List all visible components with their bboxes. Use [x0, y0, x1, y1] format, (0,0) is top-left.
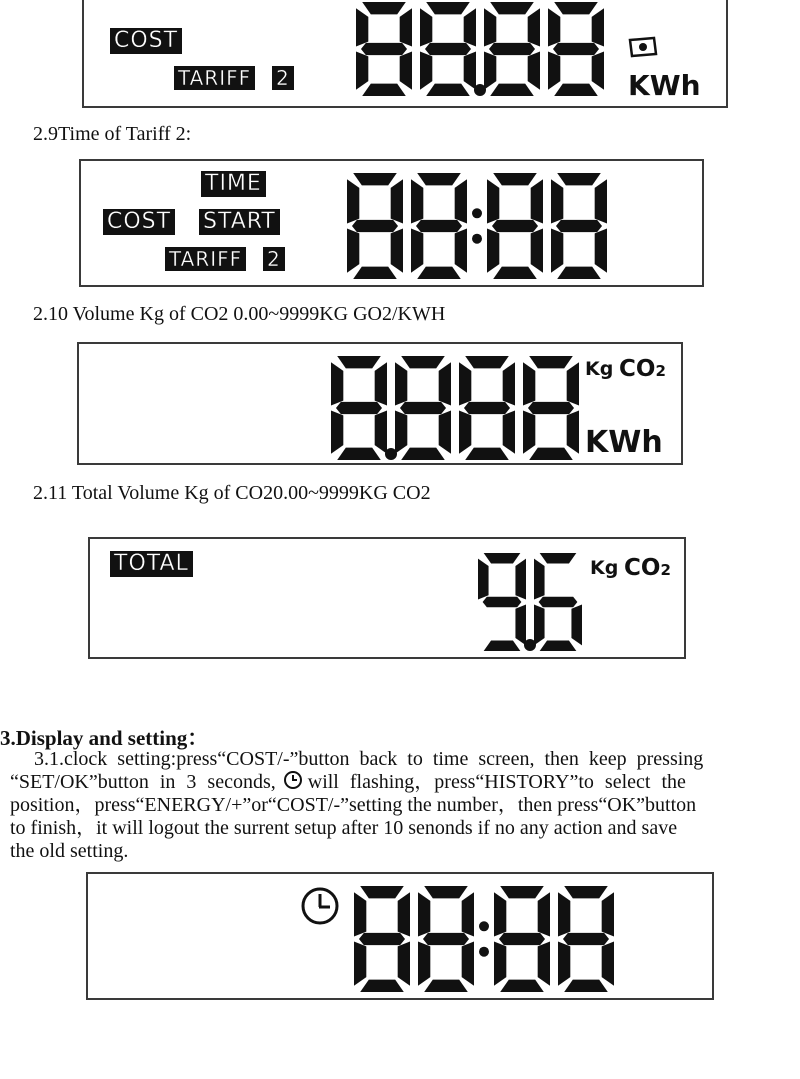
tariff-tag: TARIFF	[174, 66, 255, 90]
segment-d	[465, 448, 509, 460]
section-title: 3.Display and setting：	[0, 726, 209, 750]
kg-unit	[590, 559, 618, 578]
segment-b	[462, 892, 474, 936]
lcd-panel-co2-per-kwh	[77, 342, 683, 465]
segment-a	[353, 173, 397, 185]
tariff-tag: TARIFF	[165, 247, 246, 271]
paragraph-line: 3.1.clock setting:press“COST/-”button back to time screen, then keep pressing	[34, 748, 704, 770]
segment-b	[503, 362, 515, 405]
segment-g	[416, 220, 462, 232]
co-label: CO	[619, 356, 656, 382]
segment-d	[490, 84, 534, 96]
segment-f	[523, 362, 535, 405]
cost-tag: COST	[103, 209, 175, 235]
segment-b	[538, 892, 550, 936]
segment-d	[540, 640, 577, 651]
segment-c	[391, 229, 403, 273]
segment-a	[493, 173, 537, 185]
segment-c	[503, 411, 515, 454]
segment-d	[424, 980, 468, 992]
cost-tag: COST	[110, 28, 182, 54]
segment-e	[418, 942, 430, 986]
segment-e	[534, 605, 545, 646]
segment-d	[360, 980, 404, 992]
clock-icon	[300, 886, 340, 926]
segment-a	[540, 553, 577, 564]
paragraph-line: the old setting.	[10, 840, 129, 862]
segment-f	[331, 362, 343, 405]
kg-label: Kg	[585, 358, 614, 380]
segment-a	[401, 356, 445, 368]
segment-c	[595, 229, 607, 273]
segment-c	[531, 229, 543, 273]
segment-a	[360, 886, 404, 898]
caption-2-9: 2.9Time of Tariff 2:	[33, 123, 192, 145]
segment-d	[484, 640, 521, 651]
segment-g	[352, 220, 398, 232]
tariff-number-tag: 2	[263, 247, 285, 271]
segment-a	[417, 173, 461, 185]
segment-e	[331, 411, 343, 454]
segment-c	[464, 52, 476, 90]
segment-e	[523, 411, 535, 454]
segment-d	[529, 448, 573, 460]
lcd-panel-clock	[86, 872, 714, 1000]
segment-b	[528, 8, 540, 46]
segment-c	[538, 942, 550, 986]
segment-f	[411, 179, 423, 223]
colon-dot	[479, 921, 489, 931]
segment-b	[531, 179, 543, 223]
segment-g	[359, 933, 405, 945]
segment-a	[426, 2, 470, 14]
money-note-icon	[628, 36, 658, 58]
segment-c	[398, 942, 410, 986]
colon-dot	[479, 947, 489, 957]
segment-f	[354, 892, 366, 936]
tariff-number-tag: 2	[272, 66, 294, 90]
segment-f	[347, 179, 359, 223]
segment-e	[395, 411, 407, 454]
segment-d	[362, 84, 406, 96]
segment-d	[426, 84, 470, 96]
segment-b	[375, 362, 387, 405]
segment-a	[564, 886, 608, 898]
segment-f	[494, 892, 506, 936]
segment-e	[347, 229, 359, 273]
segment-display	[478, 553, 598, 659]
kg-label: Kg	[590, 557, 619, 579]
kwh-unit: KWh	[628, 69, 701, 102]
segment-g	[556, 220, 602, 232]
segment-e	[551, 229, 563, 273]
segment-g	[539, 597, 578, 608]
segment-d	[337, 448, 381, 460]
segment-c	[400, 52, 412, 90]
segment-b	[398, 892, 410, 936]
segment-a	[465, 356, 509, 368]
segment-e	[548, 52, 560, 90]
segment-d	[500, 980, 544, 992]
kwh-unit: KWh	[585, 425, 663, 460]
segment-g	[464, 402, 510, 414]
segment-f	[356, 8, 368, 46]
segment-f	[395, 362, 407, 405]
segment-b	[400, 8, 412, 46]
segment-c	[462, 942, 474, 986]
segment-e	[487, 229, 499, 273]
paragraph-line	[10, 771, 796, 794]
paragraph-line: to finish，it will logout the surrent setup after 10 senonds if no any action and save	[10, 817, 678, 839]
segment-g	[361, 43, 407, 55]
segment-g	[553, 43, 599, 55]
segment-d	[353, 267, 397, 279]
segment-c	[528, 52, 540, 90]
segment-b	[595, 179, 607, 223]
segment-f	[487, 179, 499, 223]
segment-g	[528, 402, 574, 414]
segment-f	[418, 892, 430, 936]
segment-d	[557, 267, 601, 279]
segment-g	[483, 597, 522, 608]
segment-c	[602, 942, 614, 986]
segment-g	[489, 43, 535, 55]
segment-b	[464, 8, 476, 46]
segment-b	[391, 179, 403, 223]
segment-a	[490, 2, 534, 14]
caption-2-11: 2.11 Total Volume Kg of CO20.00~9999KG CO2	[33, 482, 431, 504]
lcd-panel-tariff-time	[79, 159, 704, 287]
segment-f	[420, 8, 432, 46]
segment-a	[554, 2, 598, 14]
segment-e	[411, 229, 423, 273]
segment-g	[563, 933, 609, 945]
segment-c	[515, 605, 526, 646]
co2-unit	[619, 358, 666, 381]
segment-g	[423, 933, 469, 945]
paragraph-text: “SET/OK”button in 3 seconds,	[10, 771, 276, 793]
segment-c	[455, 229, 467, 273]
segment-d	[493, 267, 537, 279]
lcd-panel-cost-tariff	[82, 0, 728, 108]
segment-e	[494, 942, 506, 986]
kg-unit	[585, 360, 613, 379]
segment-g	[400, 402, 446, 414]
total-tag: TOTAL	[110, 551, 193, 577]
segment-d	[564, 980, 608, 992]
segment-b	[602, 892, 614, 936]
segment-b	[567, 362, 579, 405]
segment-e	[484, 52, 496, 90]
segment-b	[592, 8, 604, 46]
colon-dot	[472, 208, 482, 218]
segment-d	[417, 267, 461, 279]
segment-g	[425, 43, 471, 55]
segment-d	[401, 448, 445, 460]
caption-2-10: 2.10 Volume Kg of CO2 0.00~9999KG GO2/KWH	[33, 303, 446, 325]
segment-c	[571, 605, 582, 646]
segment-display	[331, 356, 591, 468]
segment-display	[354, 886, 634, 998]
segment-c	[439, 411, 451, 454]
segment-a	[500, 886, 544, 898]
paragraph-line: position，press“ENERGY/+”or“COST/-”setting the number，then press“OK”button	[10, 794, 697, 816]
segment-a	[484, 553, 521, 564]
co2-subscript: 2	[660, 561, 671, 579]
paragraph-text: will flashing，press“HISTORY”to select the	[307, 771, 686, 793]
time-tag: TIME	[201, 171, 266, 197]
segment-e	[420, 52, 432, 90]
colon-dot	[472, 234, 482, 244]
segment-f	[459, 362, 471, 405]
segment-f	[551, 179, 563, 223]
segment-b	[455, 179, 467, 223]
segment-f	[484, 8, 496, 46]
co2-subscript: 2	[655, 362, 666, 380]
segment-c	[567, 411, 579, 454]
segment-b	[515, 559, 526, 600]
lcd-panel-total-co2	[88, 537, 686, 659]
segment-c	[375, 411, 387, 454]
segment-a	[362, 2, 406, 14]
segment-display	[356, 2, 636, 102]
segment-f	[558, 892, 570, 936]
segment-f	[548, 8, 560, 46]
segment-a	[529, 356, 573, 368]
segment-b	[439, 362, 451, 405]
segment-c	[592, 52, 604, 90]
co2-unit	[624, 557, 671, 580]
segment-e	[354, 942, 366, 986]
segment-g	[499, 933, 545, 945]
segment-e	[459, 411, 471, 454]
segment-a	[337, 356, 381, 368]
segment-a	[557, 173, 601, 185]
segment-g	[336, 402, 382, 414]
co-label: CO	[624, 555, 661, 581]
segment-f	[478, 559, 489, 600]
segment-display	[347, 173, 627, 285]
clock-setting-paragraph	[10, 748, 796, 863]
segment-g	[492, 220, 538, 232]
segment-f	[534, 559, 545, 600]
start-tag: START	[199, 209, 280, 235]
clock-icon	[284, 771, 302, 789]
segment-e	[558, 942, 570, 986]
segment-d	[554, 84, 598, 96]
segment-a	[424, 886, 468, 898]
segment-e	[356, 52, 368, 90]
